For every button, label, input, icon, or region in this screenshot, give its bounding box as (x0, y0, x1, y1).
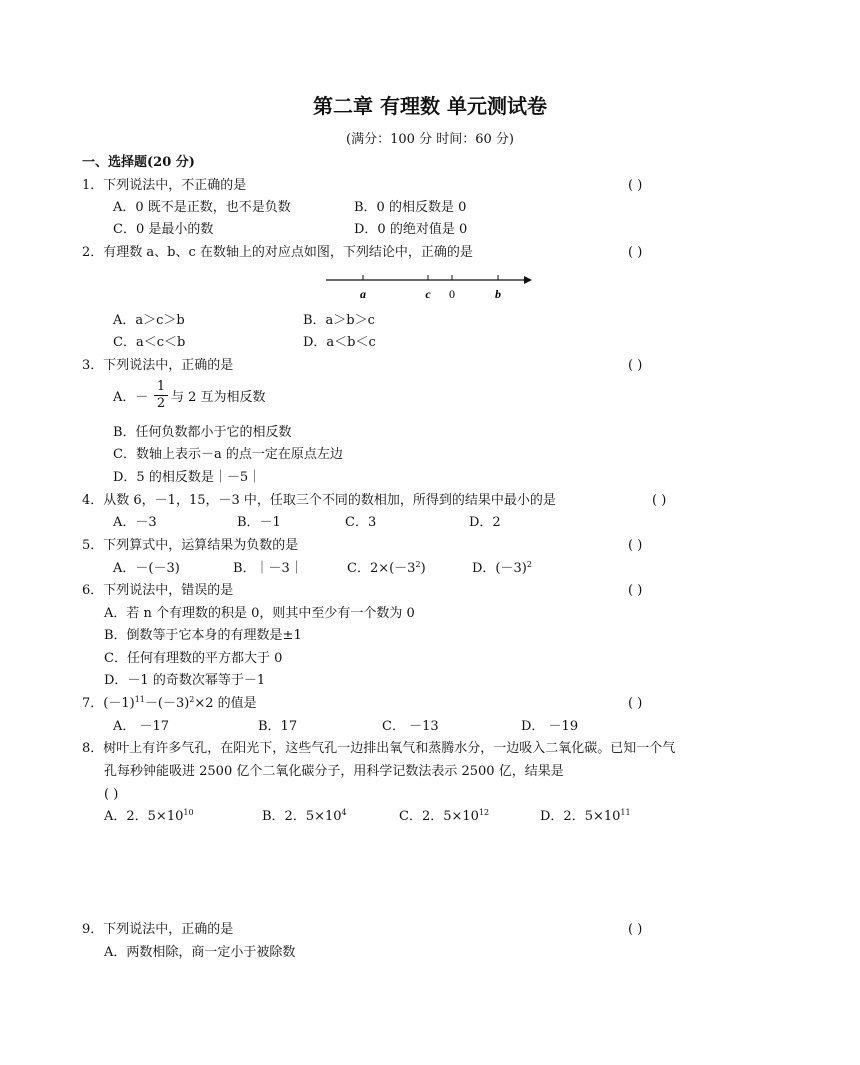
q4-answer-paren: ( ) (652, 493, 667, 508)
q5-d-exponent: 2 (526, 560, 532, 569)
q7-exponent1: 11 (134, 695, 145, 704)
q5-c-close: ) (420, 561, 426, 576)
q1-option-d: D．0 的绝对值是 0 (354, 222, 468, 237)
q6-option-d: D．－1 的奇数次幂等于－1 (104, 673, 266, 688)
q3-stem: 3．下列说法中，正确的是 (82, 358, 234, 373)
q5-answer-paren: ( ) (628, 538, 643, 553)
q3-option-a-prefix: A．－ (113, 390, 149, 405)
q7-stem (82, 695, 257, 713)
q7-tail: ×2 的值是 (194, 696, 257, 711)
q9-answer-paren: ( ) (628, 922, 643, 937)
q5-c-base: C．2×(－3 (347, 561, 416, 576)
q7-option-c: C． －13 (382, 719, 439, 734)
q7-base2: －(－3) (144, 696, 190, 711)
q8-stem-line1: 8．树叶上有许多气孔，在阳光下，这些气孔一边排出氧气和蒸腾水分，一边吸入二氧化碳。已知一个气 (82, 741, 676, 756)
fraction-denominator: 2 (156, 396, 166, 411)
q9-option-a: A．两数相除，商一定小于被除数 (104, 945, 296, 960)
axis-label-b: b (495, 287, 501, 301)
section-heading: 一、选择题(20 分) (82, 155, 195, 170)
q7-option-d: D． －19 (521, 719, 579, 734)
q4-stem: 4．从数 6，－1，15，－3 中，任取三个不同的数相加，所得到的结果中最小的是 (82, 493, 556, 508)
q1-option-b: B．0 的相反数是 0 (354, 200, 467, 215)
q2-option-a: A．a＞c＞b (113, 313, 185, 328)
q5-c-exponent: 2 (415, 560, 421, 569)
q8-option-d (540, 808, 631, 826)
q5-d-base: D．(－3) (472, 561, 527, 576)
q8-b-base: B．2．5×10 (262, 809, 342, 824)
q1-answer-paren: ( ) (628, 178, 643, 193)
q8-option-a (104, 808, 194, 826)
axis-label-c: c (425, 287, 431, 301)
q4-option-a: A．－3 (113, 515, 157, 530)
fraction-numerator: 1 (154, 379, 168, 396)
q3-fraction (154, 379, 168, 412)
q8-c-base: C．2．5×10 (399, 809, 479, 824)
q7-option-b: B．17 (258, 719, 298, 734)
q6-option-b: B．倒数等于它本身的有理数是±1 (104, 628, 302, 643)
q5-option-b: B．｜－3｜ (233, 561, 303, 576)
q8-a-exponent: 10 (183, 808, 194, 817)
q7-exponent2: 2 (189, 695, 195, 704)
q3-option-d: D．5 的相反数是｜－5｜ (113, 470, 262, 485)
q3-option-b: B．任何负数都小于它的相反数 (113, 425, 292, 440)
q7-base1: 7．(－1) (82, 696, 135, 711)
q7-option-a: A． －17 (113, 719, 170, 734)
q6-stem: 6．下列说法中，错误的是 (82, 583, 234, 598)
q3-option-a-suffix: 与 2 互为相反数 (171, 390, 266, 405)
q2-answer-paren: ( ) (628, 245, 643, 260)
q8-stem-line2: 孔每秒钟能吸进 2500 亿个二氧化碳分子，用科学记数法表示 2500 亿，结果是 (104, 764, 564, 779)
q1-option-a: A．0 既不是正数，也不是负数 (113, 200, 291, 215)
q8-option-b (262, 808, 347, 826)
q4-option-c: C．3 (345, 515, 377, 530)
q8-a-base: A．2．5×10 (104, 809, 184, 824)
q1-stem: 1．下列说法中，不正确的是 (82, 178, 247, 193)
axis-label-a: a (360, 287, 366, 301)
q4-option-b: B．－1 (237, 515, 281, 530)
q8-d-base: D．2．5×10 (540, 809, 621, 824)
q4-option-d: D．2 (469, 515, 501, 530)
q3-option-c: C．数轴上表示－a 的点一定在原点左边 (113, 447, 343, 462)
q2-option-c: C．a＜c＜b (113, 335, 186, 350)
q2-stem: 2．有理数 a、b、c 在数轴上的对应点如图，下列结论中，正确的是 (82, 245, 473, 260)
axis-label-0: 0 (449, 287, 455, 301)
q5-option-c (347, 560, 426, 578)
q5-option-d (472, 560, 532, 578)
q8-d-exponent: 11 (620, 808, 631, 817)
q5-stem: 5．下列算式中，运算结果为负数的是 (82, 538, 299, 553)
q8-b-exponent: 4 (341, 808, 347, 817)
q9-stem: 9．下列说法中，正确的是 (82, 922, 234, 937)
q3-answer-paren: ( ) (628, 358, 643, 373)
q8-c-exponent: 12 (478, 808, 490, 817)
q7-answer-paren: ( ) (628, 696, 643, 711)
q6-answer-paren: ( ) (628, 583, 643, 598)
q6-option-a: A．若 n 个有理数的积是 0，则其中至少有一个数为 0 (104, 606, 415, 621)
page-title: 第二章 有理数 单元测试卷 (313, 94, 547, 118)
q8-option-c (399, 808, 489, 826)
q2-option-d: D．a＜b＜c (303, 335, 376, 350)
page-subtitle: (满分：100 分 时间：60 分) (346, 132, 514, 147)
q5-option-a: A．－(－3) (113, 561, 180, 576)
q8-answer-paren: ( ) (104, 787, 119, 802)
q2-option-b: B．a＞b＞c (303, 313, 375, 328)
number-line-arrow (524, 276, 532, 284)
q6-option-c: C．任何有理数的平方都大于 0 (104, 651, 283, 666)
number-line-figure (320, 268, 540, 304)
q1-option-c: C．0 是最小的数 (113, 222, 214, 237)
